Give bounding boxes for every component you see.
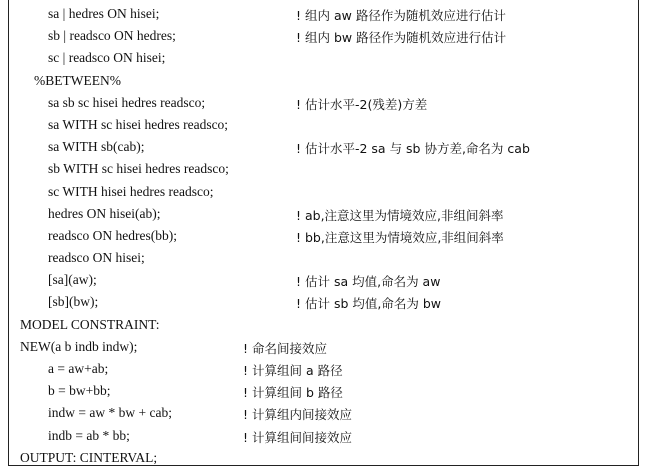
comment-text: ! 计算组间间接效应	[243, 429, 352, 445]
code-line	[0, 272, 650, 294]
comment-text: ! 计算组间 a 路径	[243, 363, 343, 378]
code-text: a = aw+ab;	[48, 361, 109, 376]
syntax-listing	[0, 6, 650, 472]
code-line	[0, 405, 650, 427]
code-text: %BETWEEN%	[34, 72, 121, 88]
code-line	[0, 6, 650, 28]
code-line	[0, 184, 650, 206]
code-text: sa WITH sc hisei hedres readsco;	[48, 116, 229, 132]
code-text: readsco ON hedres(bb);	[48, 227, 177, 243]
comment-text: ! bb,注意这里为情境效应,非组间斜率	[296, 229, 504, 245]
comment-text: ! 估计 sa 均值,命名为 aw	[296, 274, 441, 290]
code-line	[0, 339, 650, 361]
comment-text: ! 命名间接效应	[243, 340, 327, 356]
code-text: sa | hedres ON hisei;	[48, 6, 160, 21]
code-line	[0, 428, 650, 450]
comment-text: ! ab,注意这里为情境效应,非组间斜率	[296, 207, 504, 223]
comment-text: ! 计算组间 b 路径	[243, 385, 343, 401]
code-text: sa sb sc hisei hedres readsco;	[48, 94, 206, 110]
code-text: [sb](bw);	[48, 294, 99, 310]
code-line	[0, 28, 650, 50]
code-text: sb WITH sc hisei hedres readsco;	[48, 161, 229, 177]
code-line	[0, 95, 650, 117]
code-text: b = bw+bb;	[48, 383, 111, 399]
code-text: [sa](aw);	[48, 272, 97, 288]
code-text: sc WITH hisei hedres readsco;	[48, 183, 214, 199]
code-text: sb | readsco ON hedres;	[48, 28, 176, 44]
code-line	[0, 250, 650, 272]
comment-text: ! 组内 aw 路径作为随机效应进行估计	[296, 8, 506, 23]
code-text: MODEL CONSTRAINT:	[20, 316, 160, 332]
code-line	[0, 361, 650, 383]
code-line	[0, 206, 650, 228]
comment-text: ! 计算组内间接效应	[243, 407, 352, 423]
code-text: sa WITH sb(cab);	[48, 139, 145, 155]
code-line	[0, 450, 650, 472]
comment-text: ! 估计 sb 均值,命名为 bw	[296, 296, 441, 312]
code-text: NEW(a b indb indw);	[20, 338, 138, 354]
code-line	[0, 317, 650, 339]
code-line	[0, 117, 650, 139]
code-line	[0, 228, 650, 250]
code-text: hedres ON hisei(ab);	[48, 205, 161, 221]
comment-text: ! 估计水平-2(残差)方差	[296, 96, 428, 112]
code-line	[0, 73, 650, 95]
code-text: readsco ON hisei;	[48, 250, 145, 266]
code-text: indw = aw * bw + cab;	[48, 405, 172, 421]
code-line	[0, 294, 650, 316]
code-text: sc | readsco ON hisei;	[48, 50, 166, 66]
code-line	[0, 161, 650, 183]
code-text: indb = ab * bb;	[48, 427, 130, 443]
code-line	[0, 50, 650, 72]
code-text: OUTPUT: CINTERVAL;	[20, 449, 158, 465]
comment-text: ! 组内 bw 路径作为随机效应进行估计	[296, 30, 507, 46]
code-line	[0, 383, 650, 405]
code-line	[0, 139, 650, 161]
comment-text: ! 估计水平-2 sa 与 sb 协方差,命名为 cab	[296, 141, 530, 157]
